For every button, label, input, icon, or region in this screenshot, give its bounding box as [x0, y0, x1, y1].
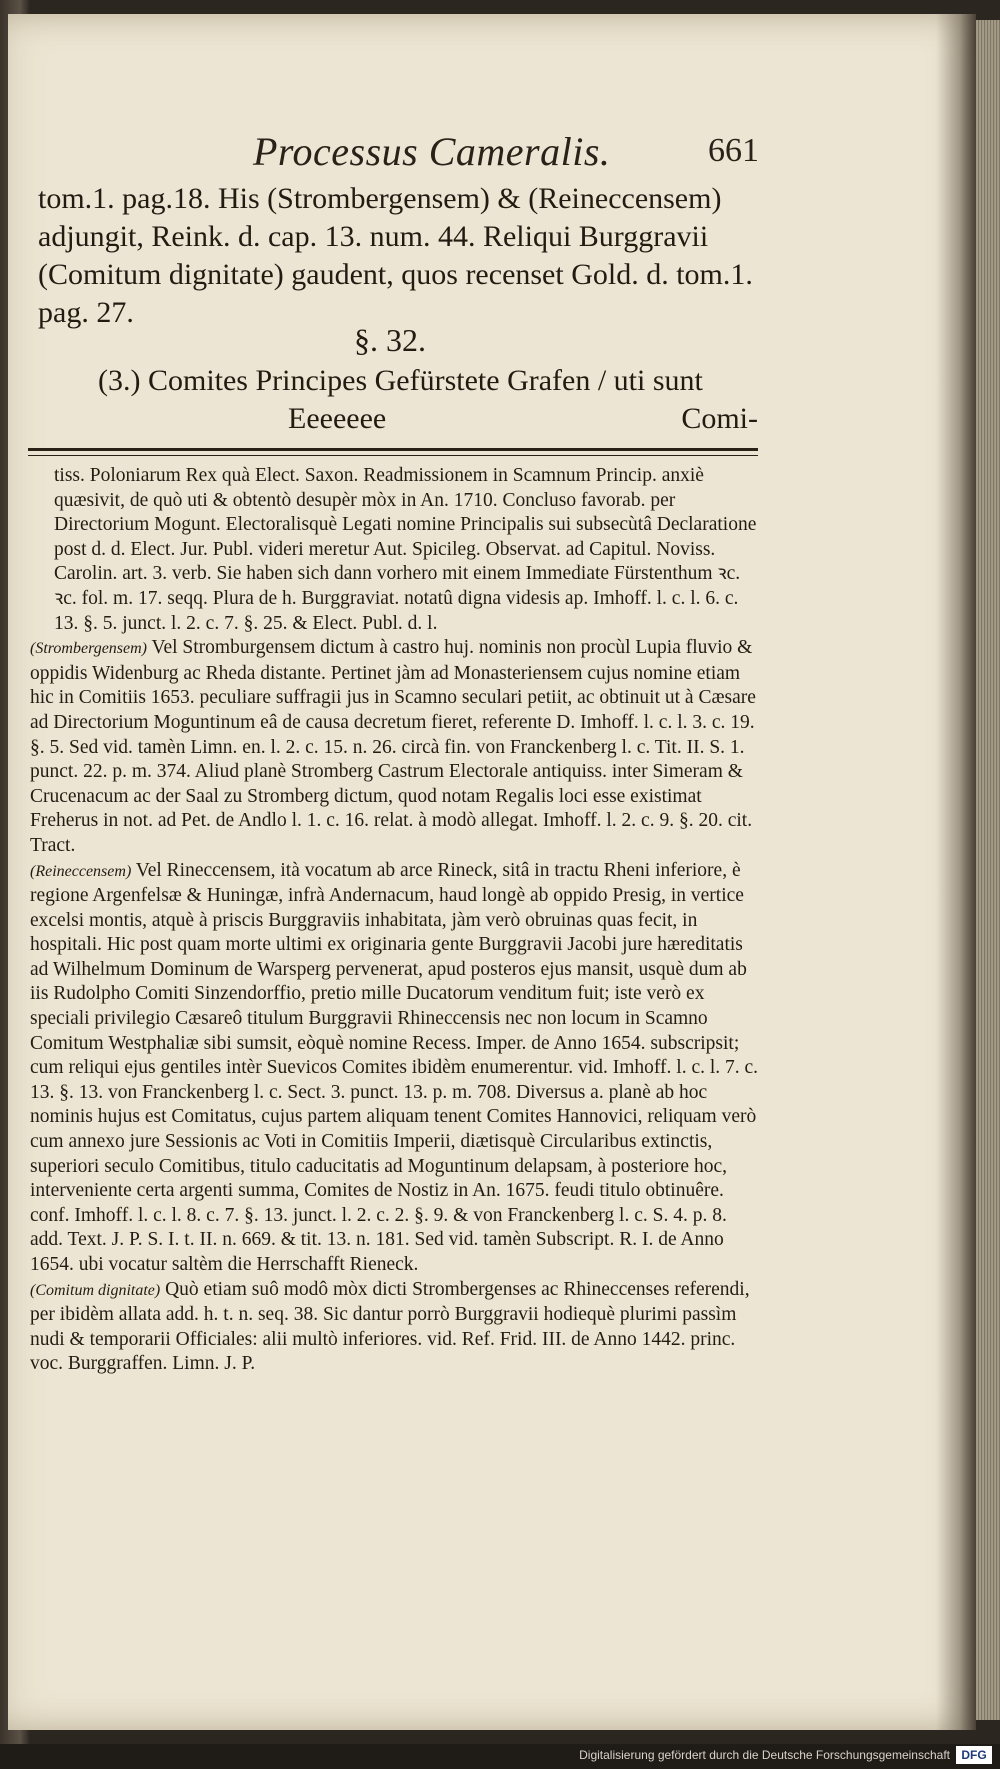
page-number: 661 [708, 132, 759, 169]
footnote-label: (Strombergensem) [30, 640, 148, 658]
section-number: §. 32. [354, 322, 426, 358]
funding-credit: Digitalisierung gefördert durch die Deutsche Forschungsgemeinschaft [579, 1748, 950, 1762]
footnote [30, 636, 760, 858]
section-heading-line2 [98, 400, 758, 438]
footnote [30, 1278, 760, 1377]
footnote [30, 464, 760, 636]
book-fore-edge [976, 20, 1000, 1720]
footnotes [30, 464, 760, 1377]
footnote-text: Quò etiam suô modô mòx dicti Strombergenses ac Rhineccenses referendi, per ibidèm allata add. h. t. n. seq. 38. Sic dantur porrò Burggravii hodiequè plurimi passìm nudi & temporarii Officiales: alii multò inferiores. vid. Ref. Frid. III. de Anno 1442. princ. voc. Burggraffen. Limn. J. P. [30, 1278, 750, 1375]
footnote [30, 859, 760, 1278]
page-gutter-shadow [936, 14, 976, 1730]
section-heading [98, 362, 758, 438]
book-page [8, 14, 976, 1730]
footnote-text: Vel Stromburgensem dictum à castro huj. nominis non procùl Lupia fluvio & oppidis Widenburg ac Rheda distante. Pertinet jàm ad Monasteriensem cujus nomine etiam hic in Comitiis 1653. peculiare suffragii jus in Scamno seculari petiit, ac obtinuit ut à Cæsare ad Directorium Moguntinum eâ de causa decretum fieret, referente D. Imhoff. l. c. l. 3. c. 19. §. 5. Sed vid. tamèn Limn. en. l. 2. c. 15. n. 26. circà fin. von Franckenberg l. c. Tit. II. S. 1. punct. 22. p. m. 374. Aliud planè Stromberg Castrum Electorale antiquiss. inter Simeram & Crucenacum ac der Saal zu Stromberg dictum, quod notam Regalis loci esse existimat Freherus in not. ad Pet. de Andlo l. 1. c. 16. relat. à modò allegat. Imhoff. l. 2. c. 9. §. 20. cit. Tract. [30, 637, 756, 856]
signature-mark: Eeeeeee [288, 402, 387, 435]
paragraph-line: pag. 27. [38, 296, 134, 329]
section-heading-text: (3.) Comites Principes Gefürstete Grafen / uti sunt [98, 364, 703, 397]
dfg-logo: DFG [956, 1746, 992, 1764]
page-header [8, 128, 976, 178]
paragraph-line: adjungit, Reink. d. cap. 13. num. 44. Reliqui Burggravii [38, 220, 709, 253]
paragraph-line: tom.1. pag.18. His (Strombergensem) & (Reineccensem) [38, 182, 722, 215]
footnote-rule [28, 448, 758, 456]
footnote-label: (Reineccensem) [30, 862, 132, 880]
main-paragraph [38, 180, 758, 332]
paragraph-line: (Comitum dignitate) gaudent, quos recenset Gold. d. tom.1. [38, 258, 753, 291]
catchword: Comi- [681, 402, 758, 435]
running-title: Processus Cameralis. [253, 129, 611, 174]
footnote-label: (Comitum dignitate) [30, 1281, 161, 1299]
footnote-text: tiss. Poloniarum Rex quà Elect. Saxon. Readmissionem in Scamnum Princip. anxiè quæsivit, de quò uti & obtentò desupèr mòx in An. 1710. Concluso favorab. per Directorium Mogunt. Electoralisquè Legati nomine Principalis sui subsecùtâ Declaratione post d. d. Elect. Jur. Publ. videri meretur Aut. Spicileg. Observat. ad Capitul. Noviss. Carolin. art. 3. verb. Sie haben sich dann vorhero mit einem Immediate Fürstenthum ꝛc. ꝛc. fol. m. 17. seqq. Plura de h. Burggraviat. notatû digna videsis ap. Imhoff. l. c. l. 6. c. 13. §. 5. junct. l. 2. c. 7. §. 25. & Elect. Publ. d. l. [54, 465, 757, 634]
footnote-text: Vel Rineccensem, ità vocatum ab arce Rineck, sitâ in tractu Rheni inferiore, è regione Argenfelsæ & Huningæ, infrà Andernacum, haud longè ab oppido Presig, in vertice excelsi montis, atquè à priscis Burggraviis inhabitata, jàm verò obruinas quas fecit, in hospitali. Hic post quam morte ultimi ex originaria gente Burggravii Jacobi jure hæreditatis ad Wilhelmum Dominum de Warsperg pervenerat, apud posteros ejus mansit, usquè dum ab iis Rudolpho Comiti Sinzendorffio, pretio mille Ducatorum venditum fuit; iste verò ex speciali privilegio Cæsareô titulum Burggravii Rhineccensis nec non locum in Scamno Comitum Westphaliæ sibi sumsit, eòquè nomine Recess. Imper. de Anno 1654. subscripsit; cum reliqui ejus gentiles intèr Suevicos Comites ibidèm enumerentur. vid. Imhoff. l. c. l. 7. c. 13. §. 13. von Franckenberg l. c. Sect. 3. punct. 13. p. m. 708. Diversus a. planè ab hoc nominis hujus est Comitatus, cujus partem aliquam tenent Comites Hannovici, reliquam verò cum annexo jure Sessionis ac Voti in Comitiis Imperii, diætisquè Circularibus extinctis, superiori seculo Comitibus, titulo caducitatis ad Moguntinum delapsam, à posteriore hoc, interveniente certa argenti summa, Comites de Nostiz in An. 1675. feudi titulo obtinuêre. conf. Imhoff. l. c. l. 8. c. 7. §. 13. junct. l. 2. c. 2. §. 9. & von Franckenberg l. c. S. 4. p. 8. add. Text. J. P. S. I. t. II. n. 669. & tit. 13. n. 181. Sed vid. tamèn Subscript. R. I. de Anno 1654. ubi vocatur saltèm die Herrschafft Rieneck. [30, 859, 759, 1275]
